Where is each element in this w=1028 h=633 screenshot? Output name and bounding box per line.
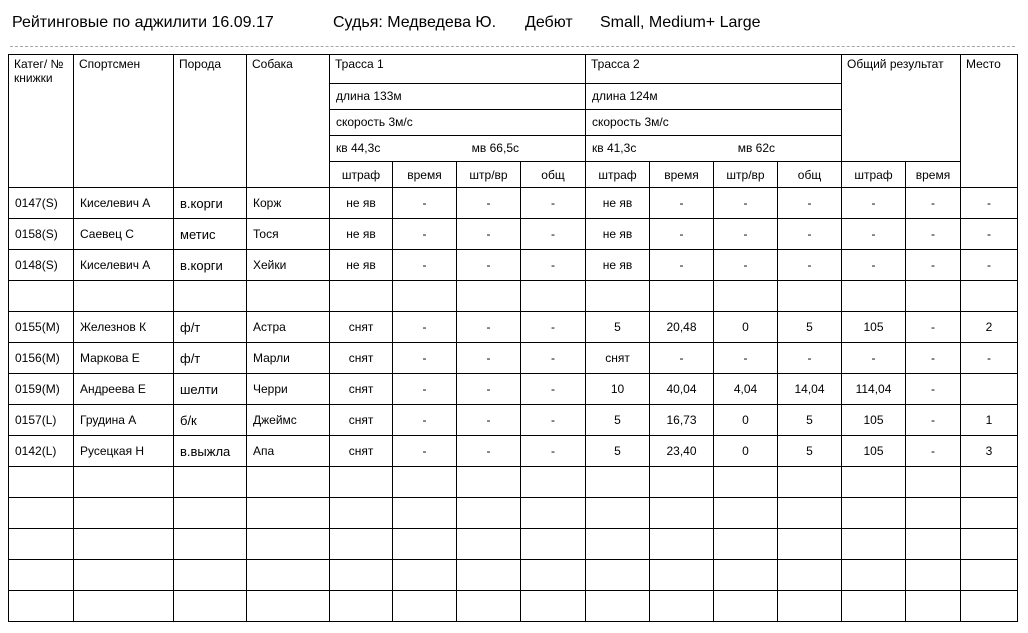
cat-cell <box>9 467 74 498</box>
t2-cell <box>714 467 778 498</box>
athlete-cell <box>74 498 174 529</box>
track1-speed: скорость 3м/с <box>330 110 586 136</box>
t2-cell <box>778 560 842 591</box>
dog-cell: Тося <box>247 219 330 250</box>
t1-cell: - <box>457 312 521 343</box>
athlete-cell <box>74 467 174 498</box>
total-cell: - <box>842 188 906 219</box>
t1-cell: - <box>521 436 586 467</box>
t1-cell <box>521 560 586 591</box>
results-table <box>8 54 1018 622</box>
breed-cell <box>174 467 247 498</box>
breed-cell <box>174 281 247 312</box>
t2-cell: 14,04 <box>778 374 842 405</box>
total-cell: - <box>906 436 961 467</box>
track1-length: длина 133м <box>330 84 586 110</box>
t2-cell: 0 <box>714 405 778 436</box>
t1-time-header: время <box>393 162 457 188</box>
place-cell: 1 <box>961 405 1018 436</box>
t2-cell <box>650 529 714 560</box>
t2-cell: 0 <box>714 436 778 467</box>
t2-cell: 0 <box>714 312 778 343</box>
breed-cell: ф/т <box>174 343 247 374</box>
t2-cell: 5 <box>586 405 650 436</box>
total-cell: - <box>906 219 961 250</box>
t1-cell: - <box>457 405 521 436</box>
t1-cell: - <box>521 374 586 405</box>
table-row <box>9 467 1018 498</box>
t1-cell <box>393 529 457 560</box>
t1-cell: - <box>457 374 521 405</box>
t2-cell <box>778 498 842 529</box>
track1-kv: кв 44,3с <box>336 141 381 155</box>
place-cell <box>961 374 1018 405</box>
dog-cell: Астра <box>247 312 330 343</box>
dog-cell <box>247 560 330 591</box>
breed-cell: в.выжла <box>174 436 247 467</box>
t2-cell <box>650 467 714 498</box>
t1-cell <box>457 498 521 529</box>
t2-cell: - <box>778 188 842 219</box>
total-cell: 105 <box>842 436 906 467</box>
dog-cell: Марли <box>247 343 330 374</box>
breed-cell <box>174 498 247 529</box>
total-cell: - <box>842 343 906 374</box>
cat-cell <box>9 591 74 622</box>
table-row <box>9 529 1018 560</box>
athlete-cell <box>74 529 174 560</box>
total-cell: - <box>906 405 961 436</box>
table-row <box>9 591 1018 622</box>
total-cell <box>842 529 906 560</box>
total-cell: - <box>906 343 961 374</box>
t1-cell: - <box>393 219 457 250</box>
breed-cell: ф/т <box>174 312 247 343</box>
t1-cell: не яв <box>330 219 393 250</box>
dog-cell <box>247 591 330 622</box>
t1-cell: - <box>457 343 521 374</box>
t2-cell <box>586 529 650 560</box>
total-cell: - <box>842 250 906 281</box>
t1-cell <box>521 529 586 560</box>
debut-label: Дебют <box>525 14 573 31</box>
t1-cell <box>330 560 393 591</box>
total-cell <box>906 560 961 591</box>
t1-cell <box>330 529 393 560</box>
t2-cell: 5 <box>778 312 842 343</box>
t2-cell: 4,04 <box>714 374 778 405</box>
t2-cell: 5 <box>778 405 842 436</box>
col-total: Общий результат <box>842 55 961 162</box>
total-cell: - <box>842 219 906 250</box>
t2-cell: 5 <box>778 436 842 467</box>
place-cell: 3 <box>961 436 1018 467</box>
class-list: Small, Medium+ Large <box>600 14 761 31</box>
total-cell <box>842 560 906 591</box>
t1-cell: снят <box>330 343 393 374</box>
table-row <box>9 405 1018 436</box>
place-cell: 2 <box>961 312 1018 343</box>
breed-cell <box>174 560 247 591</box>
place-cell <box>961 467 1018 498</box>
t1-cell: - <box>393 250 457 281</box>
t2-cell: - <box>778 219 842 250</box>
dog-cell: Хейки <box>247 250 330 281</box>
total-cell <box>906 529 961 560</box>
track2-norms <box>586 136 842 162</box>
t1-cell: - <box>457 250 521 281</box>
t1-cell <box>393 591 457 622</box>
dog-cell: Апа <box>247 436 330 467</box>
breed-cell: б/к <box>174 405 247 436</box>
t2-cell <box>650 281 714 312</box>
place-cell <box>961 529 1018 560</box>
t2-cell: 23,40 <box>650 436 714 467</box>
judge-name: Судья: Медведева Ю. <box>333 14 497 31</box>
t1-cell: снят <box>330 405 393 436</box>
breed-cell: шелти <box>174 374 247 405</box>
t1-cell: - <box>393 343 457 374</box>
t2-cell: - <box>650 188 714 219</box>
cat-cell <box>9 498 74 529</box>
t1-cell <box>521 591 586 622</box>
total-penalty-header: штраф <box>842 162 906 188</box>
track1-norms <box>330 136 586 162</box>
document-title: Рейтинговые по аджилити 16.09.17 <box>12 14 274 31</box>
total-cell <box>906 498 961 529</box>
athlete-cell <box>74 281 174 312</box>
t1-cell: снят <box>330 312 393 343</box>
t1-cell: - <box>521 250 586 281</box>
total-cell: 105 <box>842 405 906 436</box>
table-row <box>9 436 1018 467</box>
col-place: Место <box>961 55 1018 188</box>
t1-cell: - <box>521 405 586 436</box>
document-header <box>10 10 1015 47</box>
t1-cell <box>393 560 457 591</box>
t1-cell: - <box>521 343 586 374</box>
t2-penalty-header: штраф <box>586 162 650 188</box>
t2-cell <box>714 560 778 591</box>
athlete-cell: Железнов К <box>74 312 174 343</box>
table-row <box>9 343 1018 374</box>
t2-cell <box>714 498 778 529</box>
t2-cell: - <box>714 250 778 281</box>
t1-cell <box>393 467 457 498</box>
total-cell: 114,04 <box>842 374 906 405</box>
t1-cell: снят <box>330 436 393 467</box>
table-row <box>9 281 1018 312</box>
t1-cell <box>457 529 521 560</box>
dog-cell: Корж <box>247 188 330 219</box>
t1-cell <box>457 467 521 498</box>
t1-cell <box>521 467 586 498</box>
place-cell: - <box>961 250 1018 281</box>
t1-cell: - <box>457 188 521 219</box>
t2-cell <box>586 467 650 498</box>
t2-cell: 20,48 <box>650 312 714 343</box>
t1-cell: снят <box>330 374 393 405</box>
t2-cell <box>778 529 842 560</box>
athlete-cell: Маркова Е <box>74 343 174 374</box>
place-cell <box>961 560 1018 591</box>
t2-cell <box>714 591 778 622</box>
t2-cell: снят <box>586 343 650 374</box>
cat-cell: 0155(M) <box>9 312 74 343</box>
t2-cell: 10 <box>586 374 650 405</box>
t1-cell <box>330 498 393 529</box>
t2-cell <box>586 560 650 591</box>
total-cell <box>842 281 906 312</box>
t1-cell <box>457 281 521 312</box>
t1-cell <box>393 498 457 529</box>
t2-cell <box>778 281 842 312</box>
track2-speed: скорость 3м/с <box>586 110 842 136</box>
t2-cell <box>586 498 650 529</box>
total-cell <box>842 498 906 529</box>
t1-cell: - <box>457 219 521 250</box>
t1-cell: - <box>521 312 586 343</box>
t1-cell <box>330 281 393 312</box>
total-cell <box>906 467 961 498</box>
t1-cell: - <box>521 188 586 219</box>
total-cell: - <box>906 188 961 219</box>
place-cell <box>961 591 1018 622</box>
t2-cell: 5 <box>586 312 650 343</box>
table-row <box>9 498 1018 529</box>
dog-cell <box>247 529 330 560</box>
table-row <box>9 560 1018 591</box>
breed-cell: в.корги <box>174 188 247 219</box>
col-dog: Собака <box>247 55 330 188</box>
breed-cell: в.корги <box>174 250 247 281</box>
t2-cell: 16,73 <box>650 405 714 436</box>
t2-cell: не яв <box>586 250 650 281</box>
athlete-cell: Киселевич А <box>74 250 174 281</box>
athlete-cell: Грудина А <box>74 405 174 436</box>
t2-cell: - <box>650 219 714 250</box>
dog-cell <box>247 498 330 529</box>
track1-mv: мв 66,5с <box>471 141 519 155</box>
t2-cell: 5 <box>586 436 650 467</box>
t2-cell <box>714 281 778 312</box>
total-cell: 105 <box>842 312 906 343</box>
t1-cell: - <box>393 188 457 219</box>
table-row <box>9 374 1018 405</box>
t2-cell <box>650 498 714 529</box>
total-cell <box>906 281 961 312</box>
cat-cell <box>9 281 74 312</box>
total-cell <box>842 591 906 622</box>
t1-cell <box>330 591 393 622</box>
t2-cell: не яв <box>586 219 650 250</box>
t2-time-header: время <box>650 162 714 188</box>
t1-cell: - <box>457 436 521 467</box>
t2-cell: - <box>778 343 842 374</box>
track2-kv: кв 41,3с <box>592 141 637 155</box>
breed-cell <box>174 529 247 560</box>
total-time-header: время <box>906 162 961 188</box>
t2-cell: - <box>778 250 842 281</box>
total-cell: - <box>906 374 961 405</box>
t1-cell: - <box>393 405 457 436</box>
cat-cell: 0156(M) <box>9 343 74 374</box>
t1-cell: - <box>393 312 457 343</box>
total-cell <box>906 591 961 622</box>
place-cell: - <box>961 188 1018 219</box>
t2-cell <box>650 591 714 622</box>
cat-cell: 0157(L) <box>9 405 74 436</box>
t2-cell <box>650 560 714 591</box>
cat-cell: 0142(L) <box>9 436 74 467</box>
table-row <box>9 219 1018 250</box>
dog-cell <box>247 281 330 312</box>
t1-total-header: общ <box>521 162 586 188</box>
table-row <box>9 188 1018 219</box>
t1-cell <box>457 591 521 622</box>
t1-cell <box>521 498 586 529</box>
t1-pentime-header: штр/вр <box>457 162 521 188</box>
t1-cell <box>457 560 521 591</box>
t1-cell: - <box>393 374 457 405</box>
t2-cell <box>714 529 778 560</box>
t2-cell: - <box>714 188 778 219</box>
breed-cell: метис <box>174 219 247 250</box>
t1-cell: не яв <box>330 188 393 219</box>
dog-cell: Черри <box>247 374 330 405</box>
t2-total-header: общ <box>778 162 842 188</box>
t2-cell: - <box>650 343 714 374</box>
t2-cell: - <box>714 219 778 250</box>
athlete-cell: Русецкая Н <box>74 436 174 467</box>
cat-cell: 0159(M) <box>9 374 74 405</box>
dog-cell <box>247 467 330 498</box>
t1-cell: не яв <box>330 250 393 281</box>
col-category: Катег/ № книжки <box>9 55 74 188</box>
results-body <box>9 188 1018 622</box>
table-row <box>9 250 1018 281</box>
t2-cell <box>586 281 650 312</box>
col-track1: Трасса 1 <box>330 55 586 84</box>
table-row <box>9 312 1018 343</box>
t1-cell <box>330 467 393 498</box>
cat-cell: 0148(S) <box>9 250 74 281</box>
t1-cell: - <box>521 219 586 250</box>
t2-cell <box>778 591 842 622</box>
t2-cell: - <box>650 250 714 281</box>
total-cell: - <box>906 312 961 343</box>
t2-cell: не яв <box>586 188 650 219</box>
athlete-cell: Саевец С <box>74 219 174 250</box>
total-cell <box>842 467 906 498</box>
total-cell: - <box>906 250 961 281</box>
t2-cell <box>778 467 842 498</box>
t2-cell <box>586 591 650 622</box>
breed-cell <box>174 591 247 622</box>
t1-penalty-header: штраф <box>330 162 393 188</box>
athlete-cell <box>74 560 174 591</box>
place-cell <box>961 281 1018 312</box>
t1-cell: - <box>393 436 457 467</box>
place-cell: - <box>961 343 1018 374</box>
dog-cell: Джеймс <box>247 405 330 436</box>
athlete-cell: Андреева Е <box>74 374 174 405</box>
athlete-cell <box>74 591 174 622</box>
athlete-cell: Киселевич А <box>74 188 174 219</box>
t2-pentime-header: штр/вр <box>714 162 778 188</box>
col-athlete: Спортсмен <box>74 55 174 188</box>
cat-cell <box>9 560 74 591</box>
t2-cell: 40,04 <box>650 374 714 405</box>
col-breed: Порода <box>174 55 247 188</box>
track2-mv: мв 62с <box>737 141 775 155</box>
cat-cell: 0158(S) <box>9 219 74 250</box>
t1-cell <box>393 281 457 312</box>
t1-cell <box>521 281 586 312</box>
t2-cell: - <box>714 343 778 374</box>
track2-length: длина 124м <box>586 84 842 110</box>
place-cell <box>961 498 1018 529</box>
place-cell: - <box>961 219 1018 250</box>
col-track2: Трасса 2 <box>586 55 842 84</box>
cat-cell <box>9 529 74 560</box>
cat-cell: 0147(S) <box>9 188 74 219</box>
